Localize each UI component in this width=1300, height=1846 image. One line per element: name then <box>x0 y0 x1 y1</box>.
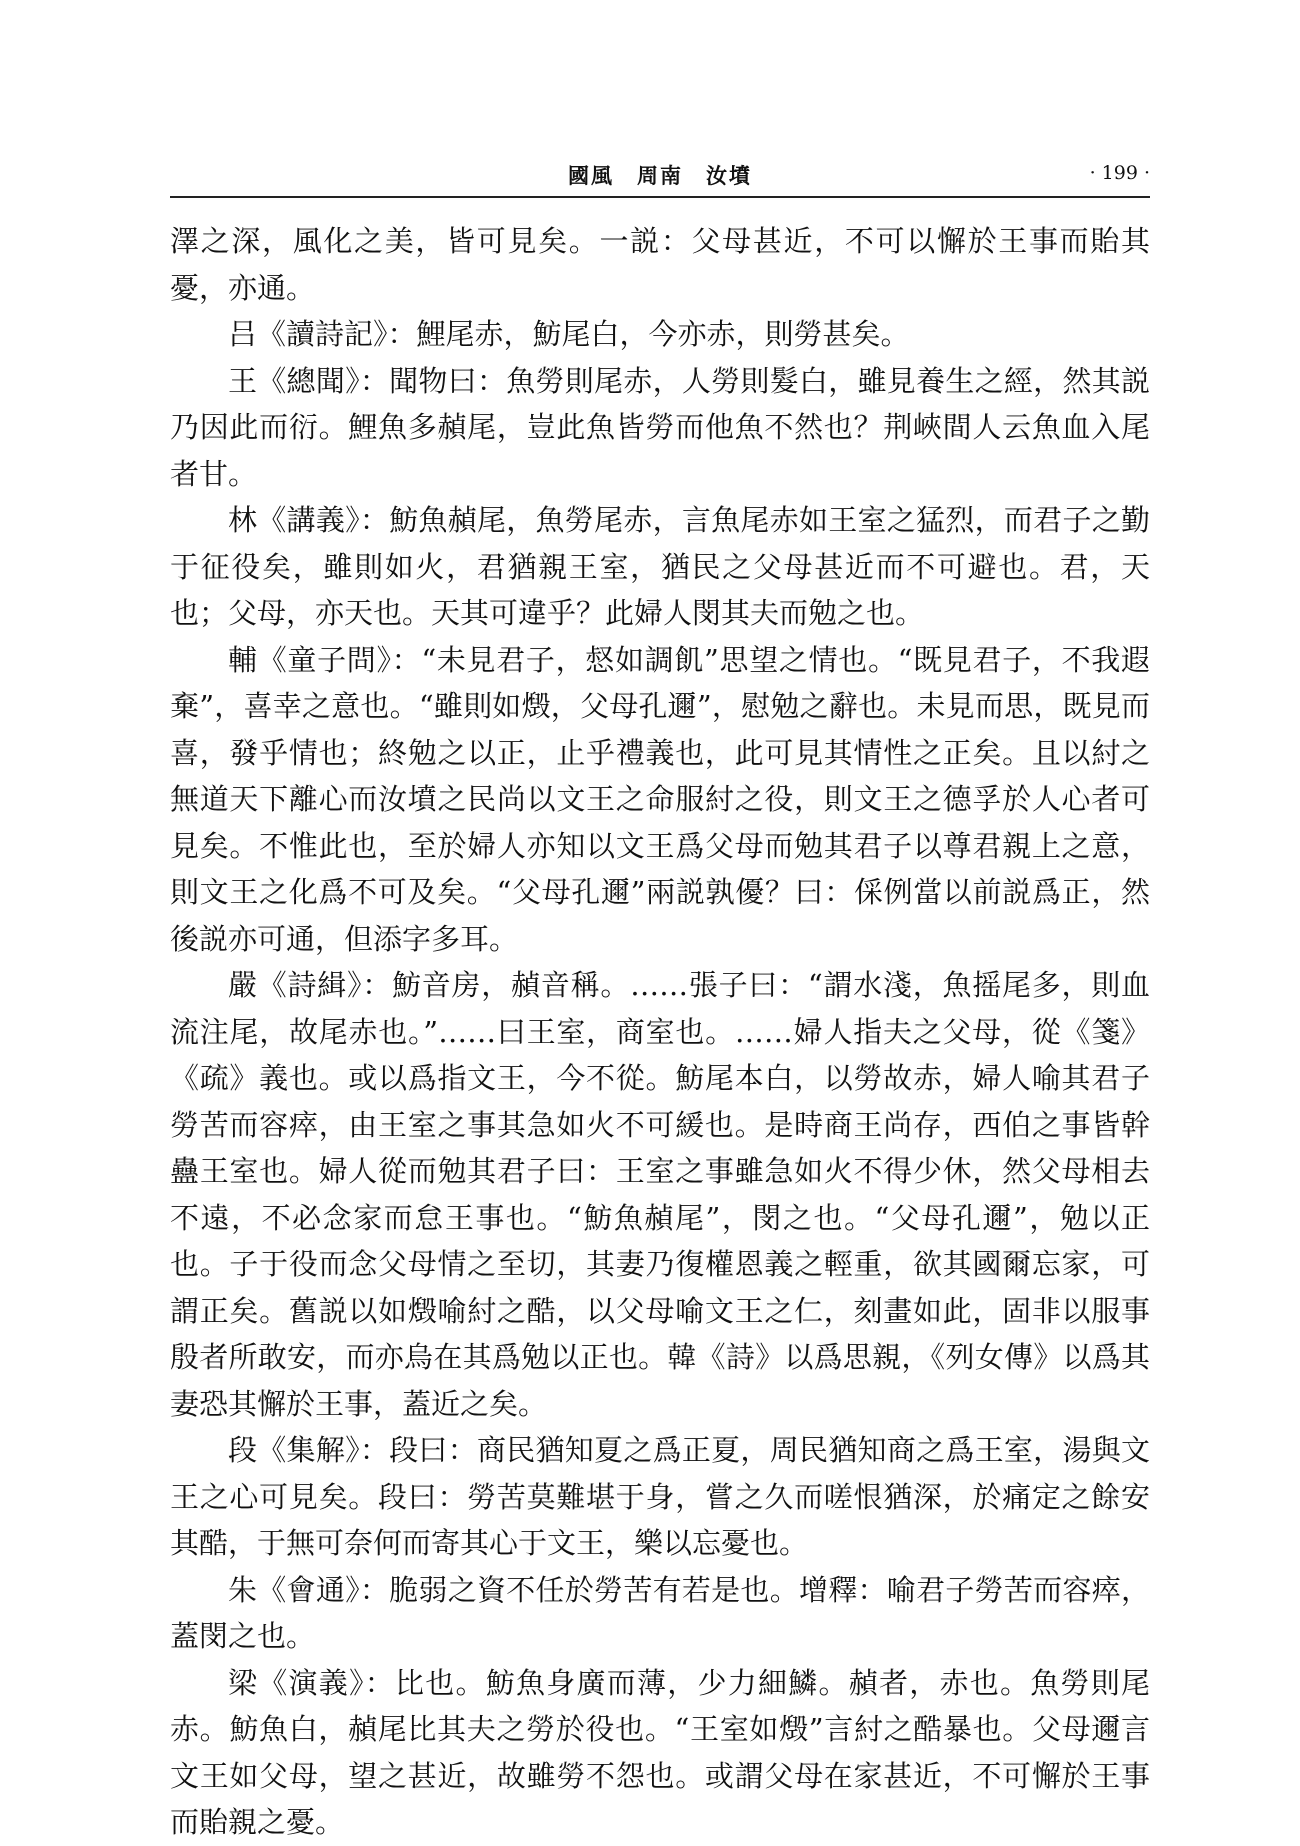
paragraph-8: 朱《會通》：脆弱之資不任於勞苦有若是也。增釋：喻君子勞苦而容瘁，蓋閔之也。 <box>170 1572 1150 1653</box>
paragraph-1: 澤之深，風化之美，皆可見矣。一説：父母甚近，不可以懈於王事而貽其憂，亦通。 <box>170 224 1150 305</box>
paragraph-7: 段《集解》：段曰：商民猶知夏之爲正夏，周民猶知商之爲王室，湯與文王之心可見矣。段曰：勞苦莫難堪于身，嘗之久而嗟恨猶深，於痛定之餘安其酷，于無可奈何而寄其心于文王，樂以忘憂也。 <box>170 1433 1150 1560</box>
paragraph-2: 吕《讀詩記》：鯉尾赤，魴尾白，今亦赤，則勞甚矣。 <box>228 317 910 351</box>
paragraph-3: 王《總聞》：聞物曰：魚勞則尾赤，人勞則髮白，雖見養生之經，然其説乃因此而衍。鯉魚多赬尾，豈此魚皆勞而他魚不然也？荆峽間人云魚血入尾者甘。 <box>170 363 1150 491</box>
paragraph-5: 輔《童子問》：“未見君子，惄如調飢”思望之情也。“既見君子，不我遐棄”，喜幸之意也。“雖則如燬，父母孔邇”，慰勉之辭也。未見而思，既見而喜，發乎情也；終勉之以正，止乎禮義也，此可見其情性之正矣。且以紂之無道天下離心而汝墳之民尚以文王之命服紂之役，則文王之德孚於人心者可見矣。不惟此也，至於婦人亦知以文王爲父母而勉其君子以尊君親上之意，則文王之化爲不可及矣。“父母孔邇”兩説孰優？曰：倸例當以前説爲正，然後説亦可通，但添字多耳。 <box>170 642 1150 956</box>
running-header <box>170 150 1150 198</box>
paragraph-6: 嚴《詩緝》：魴音房，赬音稱。……張子曰：“謂水淺，魚摇尾多，則血流注尾，故尾赤也。”……曰王室，商室也。……婦人指夫之父母，從《箋》《疏》義也。或以爲指文王，今不從。魴尾本白，以勞故赤，婦人喻其君子勞苦而容瘁，由王室之事其急如火不可緩也。是時商王尚存，西伯之事皆幹蠱王室也。婦人從而勉其君子曰：王室之事雖急如火不得少休，然父母相去不遠，不必念家而怠王事也。“魴魚赬尾”，閔之也。“父母孔邇”，勉以正也。子于役而念父母情之至切，其妻乃復權恩義之輕重，欲其國爾忘家，可謂正矣。舊説以如燬喻紂之酷，以父母喻文王之仁，刻畫如此，固非以服事殷者所敢安，而亦烏在其爲勉以正也。韓《詩》以爲思親，《列女傳》以爲其妻恐其懈於王事，蓋近之矣。 <box>170 968 1150 1421</box>
body-text <box>170 218 1150 1846</box>
paragraph-9: 梁《演義》：比也。魴魚身廣而薄，少力細鱗。赬者，赤也。魚勞則尾赤。魴魚白，赬尾比其夫之勞於役也。“王室如燬”言紂之酷暴也。父母邇言文王如父母，望之甚近，故雖勞不怨也。或謂父母在家甚近，不可懈於王事而貽親之憂。 <box>170 1665 1150 1839</box>
page-number: · 199 · <box>1089 162 1150 184</box>
header-title: 國風 周南 汝墳 <box>568 163 752 188</box>
paragraph-4: 林《講義》：魴魚赬尾，魚勞尾赤，言魚尾赤如王室之猛烈，而君子之勤于征役矣，雖則如火，君猶親王室，猶民之父母甚近而不可避也。君，天也；父母，亦天也。天其可違乎？此婦人閔其夫而勉之也。 <box>170 503 1150 630</box>
